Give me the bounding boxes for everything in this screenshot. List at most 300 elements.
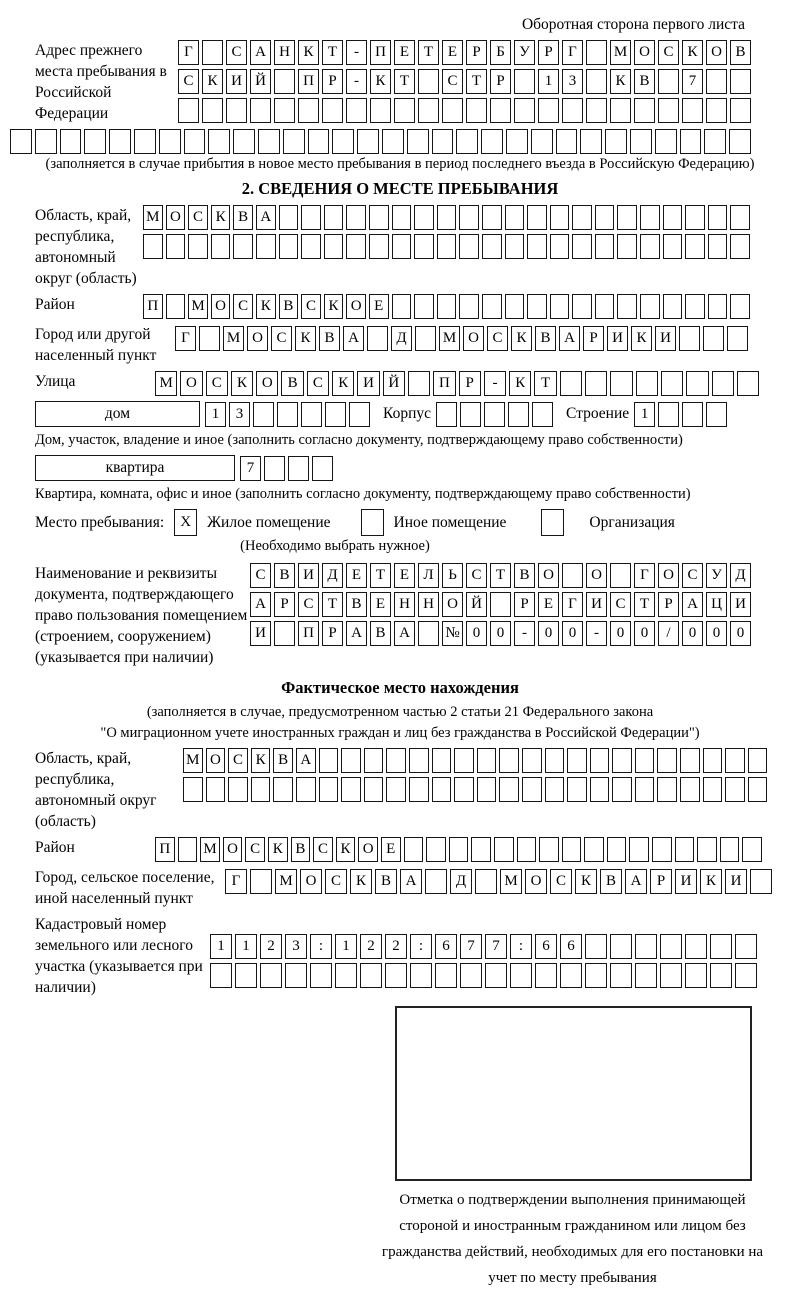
char-cell[interactable]	[199, 326, 220, 351]
char-cell[interactable]: 1	[538, 69, 559, 94]
char-cell[interactable]	[454, 748, 474, 773]
char-cell[interactable]	[706, 69, 727, 94]
char-cell[interactable]	[285, 963, 307, 988]
char-cell[interactable]: В	[319, 326, 340, 351]
char-cell[interactable]: Т	[370, 563, 391, 588]
char-cell[interactable]: П	[143, 294, 163, 319]
char-cell[interactable]	[630, 129, 652, 154]
char-cell[interactable]	[556, 129, 578, 154]
char-cell[interactable]	[610, 563, 631, 588]
char-cell[interactable]: Г	[178, 40, 199, 65]
char-cell[interactable]: С	[233, 294, 253, 319]
char-cell[interactable]: 2	[260, 934, 282, 959]
char-cell[interactable]	[210, 963, 232, 988]
char-cell[interactable]	[159, 129, 181, 154]
char-cell[interactable]: П	[433, 371, 455, 396]
char-cell[interactable]	[456, 129, 478, 154]
char-cell[interactable]	[539, 837, 559, 862]
char-cell[interactable]: О	[256, 371, 278, 396]
char-cell[interactable]: О	[211, 294, 231, 319]
char-cell[interactable]: О	[206, 748, 226, 773]
char-cell[interactable]: И	[357, 371, 379, 396]
char-cell[interactable]: Е	[346, 563, 367, 588]
char-cell[interactable]: О	[358, 837, 378, 862]
char-cell[interactable]: С	[228, 748, 248, 773]
char-cell[interactable]: Р	[658, 592, 679, 617]
char-cell[interactable]: К	[295, 326, 316, 351]
char-cell[interactable]	[235, 963, 257, 988]
char-cell[interactable]	[134, 129, 156, 154]
char-cell[interactable]: 0	[730, 621, 751, 646]
char-cell[interactable]	[437, 205, 457, 230]
char-cell[interactable]: В	[370, 621, 391, 646]
char-cell[interactable]: С	[245, 837, 265, 862]
char-cell[interactable]	[250, 869, 272, 894]
char-cell[interactable]: 6	[435, 934, 457, 959]
char-cell[interactable]	[680, 129, 702, 154]
char-cell[interactable]	[586, 69, 607, 94]
char-cell[interactable]: :	[310, 934, 332, 959]
char-cell[interactable]	[435, 963, 457, 988]
char-cell[interactable]: 6	[560, 934, 582, 959]
char-cell[interactable]: И	[586, 592, 607, 617]
char-cell[interactable]	[386, 777, 406, 802]
char-cell[interactable]	[184, 129, 206, 154]
char-cell[interactable]: В	[274, 563, 295, 588]
char-cell[interactable]: О	[634, 40, 655, 65]
char-cell[interactable]	[319, 777, 339, 802]
char-cell[interactable]	[640, 205, 660, 230]
char-cell[interactable]	[610, 98, 631, 123]
char-cell[interactable]	[550, 234, 570, 259]
char-cell[interactable]	[610, 963, 632, 988]
char-cell[interactable]	[730, 294, 750, 319]
char-cell[interactable]	[251, 777, 271, 802]
char-cell[interactable]: С	[206, 371, 228, 396]
char-cell[interactable]: К	[256, 294, 276, 319]
char-cell[interactable]: А	[625, 869, 647, 894]
char-cell[interactable]: М	[275, 869, 297, 894]
char-cell[interactable]	[730, 98, 751, 123]
char-cell[interactable]: К	[251, 748, 271, 773]
char-cell[interactable]: Р	[466, 40, 487, 65]
char-cell[interactable]	[527, 205, 547, 230]
char-cell[interactable]: Р	[322, 69, 343, 94]
char-cell[interactable]	[545, 748, 565, 773]
char-cell[interactable]	[341, 748, 361, 773]
char-cell[interactable]	[562, 563, 583, 588]
char-cell[interactable]	[562, 98, 583, 123]
char-cell[interactable]	[629, 837, 649, 862]
char-cell[interactable]: Й	[250, 69, 271, 94]
char-cell[interactable]	[283, 129, 305, 154]
char-cell[interactable]	[657, 777, 677, 802]
char-cell[interactable]	[742, 837, 762, 862]
char-cell[interactable]	[324, 234, 344, 259]
char-cell[interactable]	[703, 777, 723, 802]
char-cell[interactable]: С	[188, 205, 208, 230]
char-cell[interactable]: Б	[490, 40, 511, 65]
char-cell[interactable]	[369, 234, 389, 259]
char-cell[interactable]: О	[442, 592, 463, 617]
char-cell[interactable]	[617, 234, 637, 259]
char-cell[interactable]	[595, 294, 615, 319]
char-cell[interactable]: Т	[322, 40, 343, 65]
char-cell[interactable]	[607, 837, 627, 862]
char-cell[interactable]	[324, 205, 344, 230]
char-cell[interactable]	[585, 963, 607, 988]
char-cell[interactable]	[143, 234, 163, 259]
char-cell[interactable]	[392, 294, 412, 319]
char-cell[interactable]	[640, 294, 660, 319]
char-cell[interactable]	[682, 402, 703, 427]
char-cell[interactable]	[748, 748, 768, 773]
char-cell[interactable]: И	[607, 326, 628, 351]
char-cell[interactable]	[617, 294, 637, 319]
char-cell[interactable]	[407, 129, 429, 154]
char-cell[interactable]: -	[586, 621, 607, 646]
char-cell[interactable]: О	[658, 563, 679, 588]
char-cell[interactable]: Е	[538, 592, 559, 617]
char-cell[interactable]	[560, 371, 582, 396]
char-cell[interactable]	[697, 837, 717, 862]
char-cell[interactable]: И	[655, 326, 676, 351]
char-cell[interactable]	[514, 98, 535, 123]
char-cell[interactable]: Д	[730, 563, 751, 588]
char-cell[interactable]	[499, 777, 519, 802]
char-cell[interactable]	[634, 98, 655, 123]
char-cell[interactable]	[658, 98, 679, 123]
char-cell[interactable]	[357, 129, 379, 154]
char-cell[interactable]: А	[394, 621, 415, 646]
char-cell[interactable]: Р	[583, 326, 604, 351]
char-cell[interactable]: А	[346, 621, 367, 646]
char-cell[interactable]: С	[250, 563, 271, 588]
char-cell[interactable]	[394, 98, 415, 123]
char-cell[interactable]: М	[500, 869, 522, 894]
char-cell[interactable]: Е	[369, 294, 389, 319]
char-cell[interactable]	[610, 371, 632, 396]
char-cell[interactable]	[585, 371, 607, 396]
char-cell[interactable]: 0	[538, 621, 559, 646]
char-cell[interactable]: Е	[381, 837, 401, 862]
char-cell[interactable]	[550, 294, 570, 319]
char-cell[interactable]	[527, 294, 547, 319]
char-cell[interactable]	[572, 234, 592, 259]
char-cell[interactable]	[522, 748, 542, 773]
char-cell[interactable]	[725, 777, 745, 802]
char-cell[interactable]	[370, 98, 391, 123]
char-cell[interactable]: К	[370, 69, 391, 94]
char-cell[interactable]	[206, 777, 226, 802]
char-cell[interactable]: В	[346, 592, 367, 617]
char-cell[interactable]: К	[509, 371, 531, 396]
char-cell[interactable]: О	[300, 869, 322, 894]
char-cell[interactable]	[685, 934, 707, 959]
char-cell[interactable]	[490, 592, 511, 617]
char-cell[interactable]: С	[307, 371, 329, 396]
char-cell[interactable]	[663, 234, 683, 259]
char-cell[interactable]: Д	[322, 563, 343, 588]
char-cell[interactable]: Т	[322, 592, 343, 617]
char-cell[interactable]	[685, 234, 705, 259]
char-cell[interactable]: Т	[534, 371, 556, 396]
char-cell[interactable]	[418, 621, 439, 646]
char-cell[interactable]: Г	[634, 563, 655, 588]
char-cell[interactable]	[409, 777, 429, 802]
char-cell[interactable]: Т	[634, 592, 655, 617]
char-cell[interactable]	[685, 294, 705, 319]
char-cell[interactable]	[580, 129, 602, 154]
char-cell[interactable]: 0	[706, 621, 727, 646]
char-cell[interactable]	[298, 98, 319, 123]
char-cell[interactable]	[418, 69, 439, 94]
char-cell[interactable]	[322, 98, 343, 123]
char-cell[interactable]	[708, 234, 728, 259]
char-cell[interactable]	[730, 69, 751, 94]
char-cell[interactable]	[610, 934, 632, 959]
char-cell[interactable]: 1	[210, 934, 232, 959]
char-cell[interactable]	[482, 205, 502, 230]
char-cell[interactable]: Н	[394, 592, 415, 617]
char-cell[interactable]	[279, 205, 299, 230]
char-cell[interactable]: 7	[460, 934, 482, 959]
char-cell[interactable]	[418, 98, 439, 123]
char-cell[interactable]	[459, 294, 479, 319]
char-cell[interactable]	[60, 129, 82, 154]
char-cell[interactable]	[109, 129, 131, 154]
char-cell[interactable]: С	[178, 69, 199, 94]
char-cell[interactable]: 7	[485, 934, 507, 959]
char-cell[interactable]: К	[336, 837, 356, 862]
char-cell[interactable]: К	[211, 205, 231, 230]
house-type-box[interactable]: дом	[35, 401, 200, 427]
char-cell[interactable]	[748, 777, 768, 802]
char-cell[interactable]: Г	[562, 592, 583, 617]
char-cell[interactable]: 6	[535, 934, 557, 959]
char-cell[interactable]: А	[682, 592, 703, 617]
char-cell[interactable]: М	[223, 326, 244, 351]
char-cell[interactable]: С	[610, 592, 631, 617]
char-cell[interactable]: 0	[490, 621, 511, 646]
char-cell[interactable]	[256, 234, 276, 259]
char-cell[interactable]: 0	[562, 621, 583, 646]
char-cell[interactable]	[727, 326, 748, 351]
char-cell[interactable]: С	[487, 326, 508, 351]
char-cell[interactable]: М	[143, 205, 163, 230]
char-cell[interactable]: Р	[459, 371, 481, 396]
char-cell[interactable]	[595, 234, 615, 259]
char-cell[interactable]: М	[188, 294, 208, 319]
char-cell[interactable]	[635, 748, 655, 773]
char-cell[interactable]	[364, 748, 384, 773]
char-cell[interactable]: К	[575, 869, 597, 894]
char-cell[interactable]	[392, 234, 412, 259]
char-cell[interactable]	[617, 205, 637, 230]
char-cell[interactable]	[364, 777, 384, 802]
char-cell[interactable]: М	[183, 748, 203, 773]
char-cell[interactable]	[590, 748, 610, 773]
char-cell[interactable]	[636, 371, 658, 396]
char-cell[interactable]	[477, 748, 497, 773]
char-cell[interactable]	[437, 294, 457, 319]
char-cell[interactable]: В	[279, 294, 299, 319]
char-cell[interactable]: С	[682, 563, 703, 588]
char-cell[interactable]: Н	[418, 592, 439, 617]
char-cell[interactable]	[386, 748, 406, 773]
char-cell[interactable]: Е	[394, 563, 415, 588]
char-cell[interactable]	[658, 69, 679, 94]
char-cell[interactable]	[661, 371, 683, 396]
char-cell[interactable]	[595, 205, 615, 230]
char-cell[interactable]	[360, 963, 382, 988]
char-cell[interactable]	[408, 371, 430, 396]
char-cell[interactable]: Ь	[442, 563, 463, 588]
char-cell[interactable]	[415, 326, 436, 351]
char-cell[interactable]	[404, 837, 424, 862]
char-cell[interactable]: К	[700, 869, 722, 894]
char-cell[interactable]	[367, 326, 388, 351]
char-cell[interactable]: М	[439, 326, 460, 351]
char-cell[interactable]: Р	[650, 869, 672, 894]
char-cell[interactable]: 2	[385, 934, 407, 959]
checkbox-residential[interactable]: X	[174, 509, 197, 536]
char-cell[interactable]	[178, 837, 198, 862]
char-cell[interactable]	[332, 129, 354, 154]
char-cell[interactable]	[414, 234, 434, 259]
char-cell[interactable]: К	[202, 69, 223, 94]
char-cell[interactable]	[584, 837, 604, 862]
char-cell[interactable]	[510, 963, 532, 988]
apartment-type-box[interactable]: квартира	[35, 455, 235, 481]
char-cell[interactable]	[735, 963, 757, 988]
char-cell[interactable]: 0	[610, 621, 631, 646]
char-cell[interactable]	[720, 837, 740, 862]
char-cell[interactable]: С	[466, 563, 487, 588]
char-cell[interactable]	[432, 129, 454, 154]
char-cell[interactable]: :	[510, 934, 532, 959]
char-cell[interactable]	[442, 98, 463, 123]
char-cell[interactable]	[253, 402, 274, 427]
char-cell[interactable]	[660, 934, 682, 959]
char-cell[interactable]	[277, 402, 298, 427]
char-cell[interactable]	[585, 934, 607, 959]
char-cell[interactable]: Ц	[706, 592, 727, 617]
char-cell[interactable]	[208, 129, 230, 154]
char-cell[interactable]	[682, 98, 703, 123]
char-cell[interactable]: О	[525, 869, 547, 894]
char-cell[interactable]	[475, 869, 497, 894]
char-cell[interactable]: -	[346, 69, 367, 94]
char-cell[interactable]	[522, 777, 542, 802]
char-cell[interactable]	[426, 837, 446, 862]
char-cell[interactable]	[183, 777, 203, 802]
char-cell[interactable]	[260, 963, 282, 988]
char-cell[interactable]: А	[296, 748, 316, 773]
char-cell[interactable]	[490, 98, 511, 123]
char-cell[interactable]	[233, 129, 255, 154]
char-cell[interactable]	[586, 40, 607, 65]
char-cell[interactable]	[437, 234, 457, 259]
char-cell[interactable]	[274, 98, 295, 123]
char-cell[interactable]	[484, 402, 505, 427]
char-cell[interactable]: О	[180, 371, 202, 396]
char-cell[interactable]: 1	[205, 402, 226, 427]
char-cell[interactable]: С	[301, 294, 321, 319]
char-cell[interactable]: И	[730, 592, 751, 617]
char-cell[interactable]: У	[706, 563, 727, 588]
char-cell[interactable]: К	[231, 371, 253, 396]
char-cell[interactable]	[335, 963, 357, 988]
char-cell[interactable]	[685, 963, 707, 988]
char-cell[interactable]: :	[410, 934, 432, 959]
char-cell[interactable]	[346, 98, 367, 123]
char-cell[interactable]: Е	[370, 592, 391, 617]
char-cell[interactable]	[567, 777, 587, 802]
char-cell[interactable]	[226, 98, 247, 123]
char-cell[interactable]: К	[511, 326, 532, 351]
char-cell[interactable]: 0	[682, 621, 703, 646]
char-cell[interactable]	[385, 963, 407, 988]
char-cell[interactable]	[274, 621, 295, 646]
char-cell[interactable]: О	[223, 837, 243, 862]
char-cell[interactable]: Е	[442, 40, 463, 65]
char-cell[interactable]: В	[273, 748, 293, 773]
char-cell[interactable]: Т	[466, 69, 487, 94]
char-cell[interactable]	[308, 129, 330, 154]
char-cell[interactable]	[228, 777, 248, 802]
char-cell[interactable]	[211, 234, 231, 259]
char-cell[interactable]: М	[200, 837, 220, 862]
char-cell[interactable]	[10, 129, 32, 154]
char-cell[interactable]: К	[682, 40, 703, 65]
char-cell[interactable]: О	[247, 326, 268, 351]
char-cell[interactable]	[735, 934, 757, 959]
char-cell[interactable]: М	[155, 371, 177, 396]
char-cell[interactable]: К	[350, 869, 372, 894]
char-cell[interactable]	[477, 777, 497, 802]
char-cell[interactable]	[706, 98, 727, 123]
char-cell[interactable]	[680, 777, 700, 802]
char-cell[interactable]	[460, 402, 481, 427]
char-cell[interactable]	[560, 963, 582, 988]
char-cell[interactable]	[704, 129, 726, 154]
char-cell[interactable]	[505, 294, 525, 319]
char-cell[interactable]: -	[346, 40, 367, 65]
char-cell[interactable]	[349, 402, 370, 427]
char-cell[interactable]: 0	[634, 621, 655, 646]
char-cell[interactable]	[567, 748, 587, 773]
char-cell[interactable]: С	[658, 40, 679, 65]
char-cell[interactable]	[572, 294, 592, 319]
char-cell[interactable]	[273, 777, 293, 802]
char-cell[interactable]: Р	[274, 592, 295, 617]
char-cell[interactable]: С	[442, 69, 463, 94]
char-cell[interactable]	[392, 205, 412, 230]
char-cell[interactable]: О	[346, 294, 366, 319]
char-cell[interactable]	[605, 129, 627, 154]
char-cell[interactable]	[703, 326, 724, 351]
char-cell[interactable]	[538, 98, 559, 123]
char-cell[interactable]: К	[298, 40, 319, 65]
char-cell[interactable]	[562, 837, 582, 862]
char-cell[interactable]	[706, 402, 727, 427]
char-cell[interactable]	[432, 748, 452, 773]
char-cell[interactable]	[301, 205, 321, 230]
char-cell[interactable]	[410, 963, 432, 988]
char-cell[interactable]	[612, 748, 632, 773]
char-cell[interactable]: В	[730, 40, 751, 65]
